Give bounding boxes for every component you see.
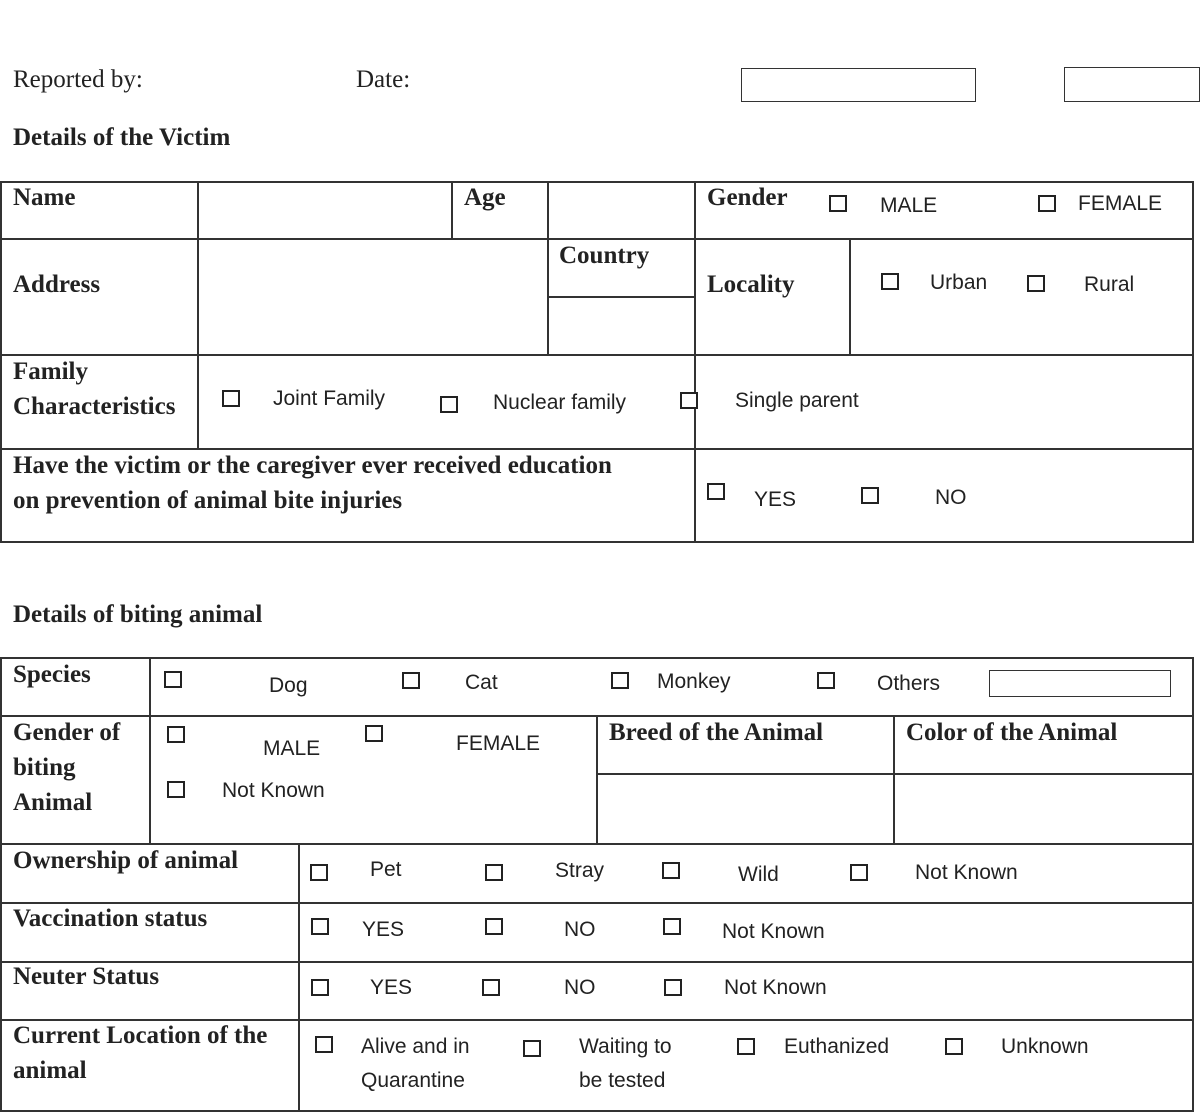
victim-gender-female-label: FEMALE bbox=[1078, 192, 1163, 215]
animal-gender-label-line2: biting bbox=[13, 754, 76, 781]
family-joint-label: Joint Family bbox=[273, 387, 386, 410]
species-dog-checkbox[interactable] bbox=[164, 671, 182, 688]
vaccination-no-label: NO bbox=[564, 918, 596, 941]
animal-gender-label-line1: Gender of bbox=[13, 719, 121, 746]
neuter-no-label: NO bbox=[564, 976, 596, 999]
vaccination-not-known-label: Not Known bbox=[722, 920, 825, 943]
animal-gender-not-known-label: Not Known bbox=[222, 779, 325, 802]
species-monkey-label: Monkey bbox=[657, 670, 731, 693]
vaccination-not-known-checkbox[interactable] bbox=[663, 918, 681, 935]
ownership-pet-label: Pet bbox=[370, 858, 402, 881]
neuter-not-known-label: Not Known bbox=[724, 976, 827, 999]
address-field[interactable] bbox=[199, 240, 545, 353]
species-others-checkbox[interactable] bbox=[817, 672, 835, 689]
neuter-yes-checkbox[interactable] bbox=[311, 979, 329, 996]
ownership-pet-checkbox[interactable] bbox=[310, 864, 328, 881]
location-unknown-checkbox[interactable] bbox=[945, 1038, 963, 1055]
location-label-line1: Current Location of the bbox=[13, 1022, 268, 1049]
breed-label: Breed of the Animal bbox=[609, 719, 824, 746]
address-label: Address bbox=[13, 271, 101, 298]
education-yes-checkbox[interactable] bbox=[707, 483, 725, 500]
education-question-line2: on prevention of animal bite injuries bbox=[13, 487, 403, 514]
animal-gender-male-checkbox[interactable] bbox=[167, 726, 185, 743]
color-label: Color of the Animal bbox=[906, 719, 1118, 746]
education-yes-label: YES bbox=[754, 488, 797, 511]
animal-gender-label-line3: Animal bbox=[13, 789, 93, 816]
vaccination-label: Vaccination status bbox=[13, 905, 208, 932]
location-alive-label-line2: Quarantine bbox=[361, 1069, 465, 1092]
animal-gender-male-label: MALE bbox=[263, 737, 321, 760]
family-label-line1: Family bbox=[13, 358, 88, 385]
neuter-not-known-checkbox[interactable] bbox=[664, 979, 682, 996]
ownership-stray-checkbox[interactable] bbox=[485, 864, 503, 881]
family-nuclear-checkbox[interactable] bbox=[440, 396, 458, 413]
color-field[interactable] bbox=[895, 775, 1191, 842]
species-monkey-checkbox[interactable] bbox=[611, 672, 629, 689]
education-no-label: NO bbox=[935, 486, 967, 509]
age-field[interactable] bbox=[549, 183, 692, 237]
victim-gender-label: Gender bbox=[707, 184, 788, 211]
location-euthanized-label: Euthanized bbox=[784, 1035, 890, 1058]
location-waiting-checkbox[interactable] bbox=[523, 1040, 541, 1057]
reported-by-input[interactable] bbox=[741, 68, 976, 102]
species-others-label: Others bbox=[877, 672, 941, 695]
country-field[interactable] bbox=[549, 298, 692, 353]
family-single-parent-checkbox[interactable] bbox=[680, 392, 698, 409]
education-no-checkbox[interactable] bbox=[861, 487, 879, 504]
ownership-not-known-label: Not Known bbox=[915, 861, 1018, 884]
locality-label: Locality bbox=[707, 271, 795, 298]
species-others-input[interactable] bbox=[989, 670, 1171, 697]
location-unknown-label: Unknown bbox=[1001, 1035, 1089, 1058]
species-label: Species bbox=[13, 661, 91, 688]
victim-section-title: Details of the Victim bbox=[13, 124, 231, 151]
animal-gender-female-checkbox[interactable] bbox=[365, 725, 383, 742]
breed-field[interactable] bbox=[598, 775, 892, 842]
vaccination-no-checkbox[interactable] bbox=[485, 918, 503, 935]
animal-section-title: Details of biting animal bbox=[13, 601, 263, 628]
location-euthanized-checkbox[interactable] bbox=[737, 1038, 755, 1055]
family-joint-checkbox[interactable] bbox=[222, 390, 240, 407]
species-cat-label: Cat bbox=[465, 671, 498, 694]
victim-gender-male-label: MALE bbox=[880, 194, 938, 217]
location-label-line2: animal bbox=[13, 1057, 87, 1084]
ownership-not-known-checkbox[interactable] bbox=[850, 864, 868, 881]
neuter-label: Neuter Status bbox=[13, 963, 160, 990]
locality-rural-checkbox[interactable] bbox=[1027, 275, 1045, 292]
animal-gender-not-known-checkbox[interactable] bbox=[167, 781, 185, 798]
animal-gender-female-label: FEMALE bbox=[456, 732, 541, 755]
family-nuclear-label: Nuclear family bbox=[493, 391, 627, 414]
species-dog-label: Dog bbox=[269, 674, 308, 697]
location-alive-label-line1: Alive and in bbox=[361, 1035, 470, 1058]
neuter-yes-label: YES bbox=[370, 976, 413, 999]
name-label: Name bbox=[13, 184, 76, 211]
family-single-parent-label: Single parent bbox=[735, 389, 859, 412]
neuter-no-checkbox[interactable] bbox=[482, 979, 500, 996]
vaccination-yes-checkbox[interactable] bbox=[311, 918, 329, 935]
vaccination-yes-label: YES bbox=[362, 918, 405, 941]
country-label: Country bbox=[559, 242, 650, 269]
victim-gender-female-checkbox[interactable] bbox=[1038, 195, 1056, 212]
species-cat-checkbox[interactable] bbox=[402, 672, 420, 689]
location-waiting-label-line1: Waiting to bbox=[579, 1035, 672, 1058]
date-label: Date: bbox=[356, 66, 411, 93]
family-label-line2: Characteristics bbox=[13, 393, 176, 420]
ownership-label: Ownership of animal bbox=[13, 847, 239, 874]
locality-urban-checkbox[interactable] bbox=[881, 273, 899, 290]
education-question-line1: Have the victim or the caregiver ever received education bbox=[13, 452, 612, 479]
ownership-stray-label: Stray bbox=[555, 859, 605, 882]
locality-urban-label: Urban bbox=[930, 271, 988, 294]
ownership-wild-label: Wild bbox=[738, 863, 779, 886]
date-input[interactable] bbox=[1064, 67, 1200, 102]
reported-by-label: Reported by: bbox=[13, 66, 143, 93]
age-label: Age bbox=[464, 184, 506, 211]
location-waiting-label-line2: be tested bbox=[579, 1069, 666, 1092]
location-alive-checkbox[interactable] bbox=[315, 1036, 333, 1053]
locality-rural-label: Rural bbox=[1084, 273, 1135, 296]
victim-gender-male-checkbox[interactable] bbox=[829, 195, 847, 212]
name-field[interactable] bbox=[199, 183, 449, 237]
ownership-wild-checkbox[interactable] bbox=[662, 862, 680, 879]
